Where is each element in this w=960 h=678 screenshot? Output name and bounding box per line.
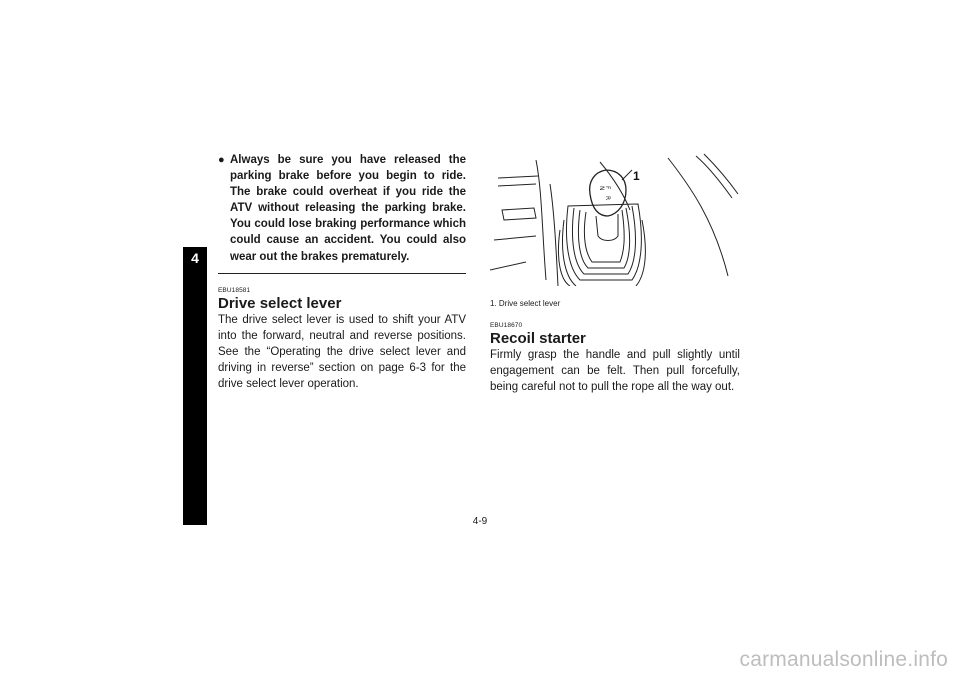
figure-callout-number: 1 <box>633 169 640 183</box>
heading-recoil-starter: Recoil starter <box>490 330 586 347</box>
warning-text: Always be sure you have released the parking brake before you begin to ride. The brake could overheat if you ride the ATV without releasing the parking brake. You could lose braking performance which could cause an accident. You could also wear out the brakes prematurely. <box>230 154 466 263</box>
bullet-icon: ● <box>218 154 225 166</box>
body-drive-select: The drive select lever is used to shift your ATV into the forward, neutral and reverse positions. See the “Operating the drive select lever and driving in reverse” section on page 6-3 for the drive select lever operation. <box>218 313 466 391</box>
right-column <box>490 150 740 395</box>
drive-select-lever-illustration <box>490 150 740 286</box>
chapter-number: 4 <box>191 250 199 266</box>
watermark: carmanualsonline.info <box>739 648 948 671</box>
lever-mark-n: N <box>598 186 605 191</box>
chapter-tab <box>183 247 207 525</box>
warning-item <box>218 152 466 265</box>
section-code-recoil: EBU18670 <box>490 322 523 329</box>
warning-divider <box>218 273 466 274</box>
heading-drive-select: Drive select lever <box>218 294 342 312</box>
drive-select-lever-figure <box>490 150 740 286</box>
figure-caption: 1. Drive select lever <box>490 299 561 308</box>
left-column <box>218 152 466 392</box>
body-recoil-starter: Firmly grasp the handle and pull slightly until engagement can be felt. Then pull forcefully, being careful not to pull the rope all the way out. <box>490 349 740 394</box>
page-number: 4-9 <box>472 516 488 527</box>
section-code-drive-select: EBU18581 <box>218 286 251 294</box>
lever-mark-r: R <box>604 196 611 201</box>
lever-mark-f: F <box>604 186 611 190</box>
